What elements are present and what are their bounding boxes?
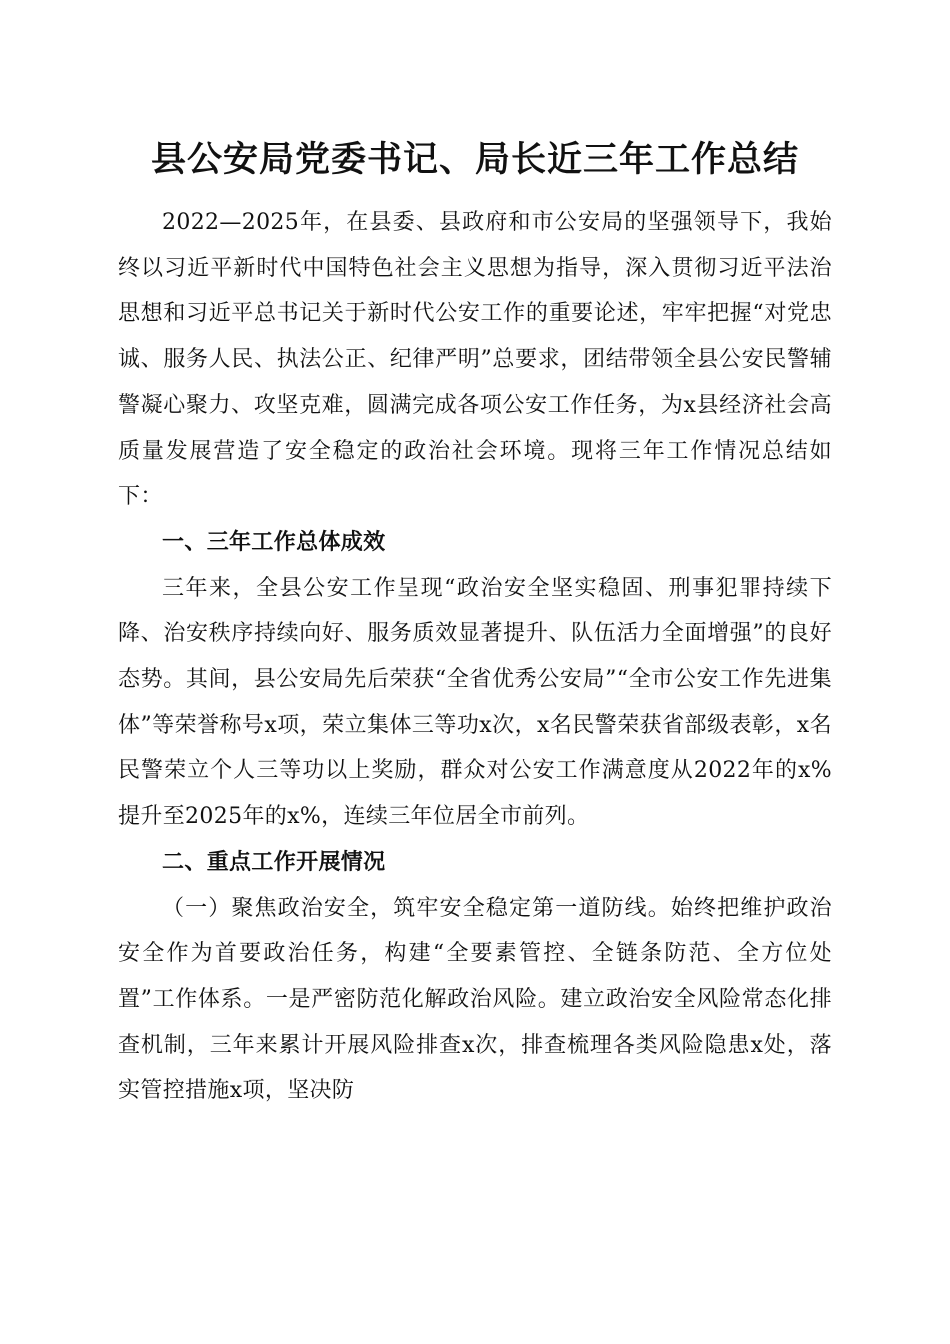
document-body [118, 200, 832, 1114]
intro-paragraph: 2022—2025年，在县委、县政府和市公安局的坚强领导下，我始终以习近平新时代中国特色社会主义思想为指导，深入贯彻习近平法治思想和习近平总书记关于新时代公安工作的重要论述，牢牢把握“对党忠诚、服务人民、执法公正、纪律严明”总要求，团结带领全县公安民警辅警凝心聚力、攻坚克难，圆满完成各项公安工作任务，为x县经济社会高质量发展营造了安全稳定的政治社会环境。现将三年工作情况总结如下： [118, 210, 832, 510]
subsection-1-body: 始终把维护政治安全作为首要政治任务，构建“全要素管控、全链条防范、全方位处置”工作体系。一是严密防范化解政治风险。建立政治安全风险常态化排查机制，三年来累计开展风险排查x次，排查梳理各类风险隐患x处，落实管控措施x项，坚决防 [118, 895, 833, 1104]
section-2-subsection-1-paragraph [118, 886, 832, 1115]
section-2-heading: 二、重点工作开展情况 [162, 849, 386, 875]
section-1-paragraph: 三年来，全县公安工作呈现“政治安全坚实稳固、刑事犯罪持续下降、治安秩序持续向好、服务质效显著提升、队伍活力全面增强”的良好态势。其间，县公安局先后荣获“全省优秀公安局”“全市公安工作先进集体”等荣誉称号x项，荣立集体三等功x次，x名民警荣获省部级表彰，x名民警荣立个人三等功以上奖励，群众对公安工作满意度从2022年的x%提升至2025年的x%，连续三年位居全市前列。 [118, 575, 832, 830]
section-1-heading: 一、三年工作总体成效 [162, 529, 386, 555]
subsection-1-lead: （一）聚焦政治安全，筑牢安全稳定第一道防线。 [162, 895, 671, 921]
document-title: 县公安局党委书记、局长近三年工作总结 [150, 139, 799, 180]
